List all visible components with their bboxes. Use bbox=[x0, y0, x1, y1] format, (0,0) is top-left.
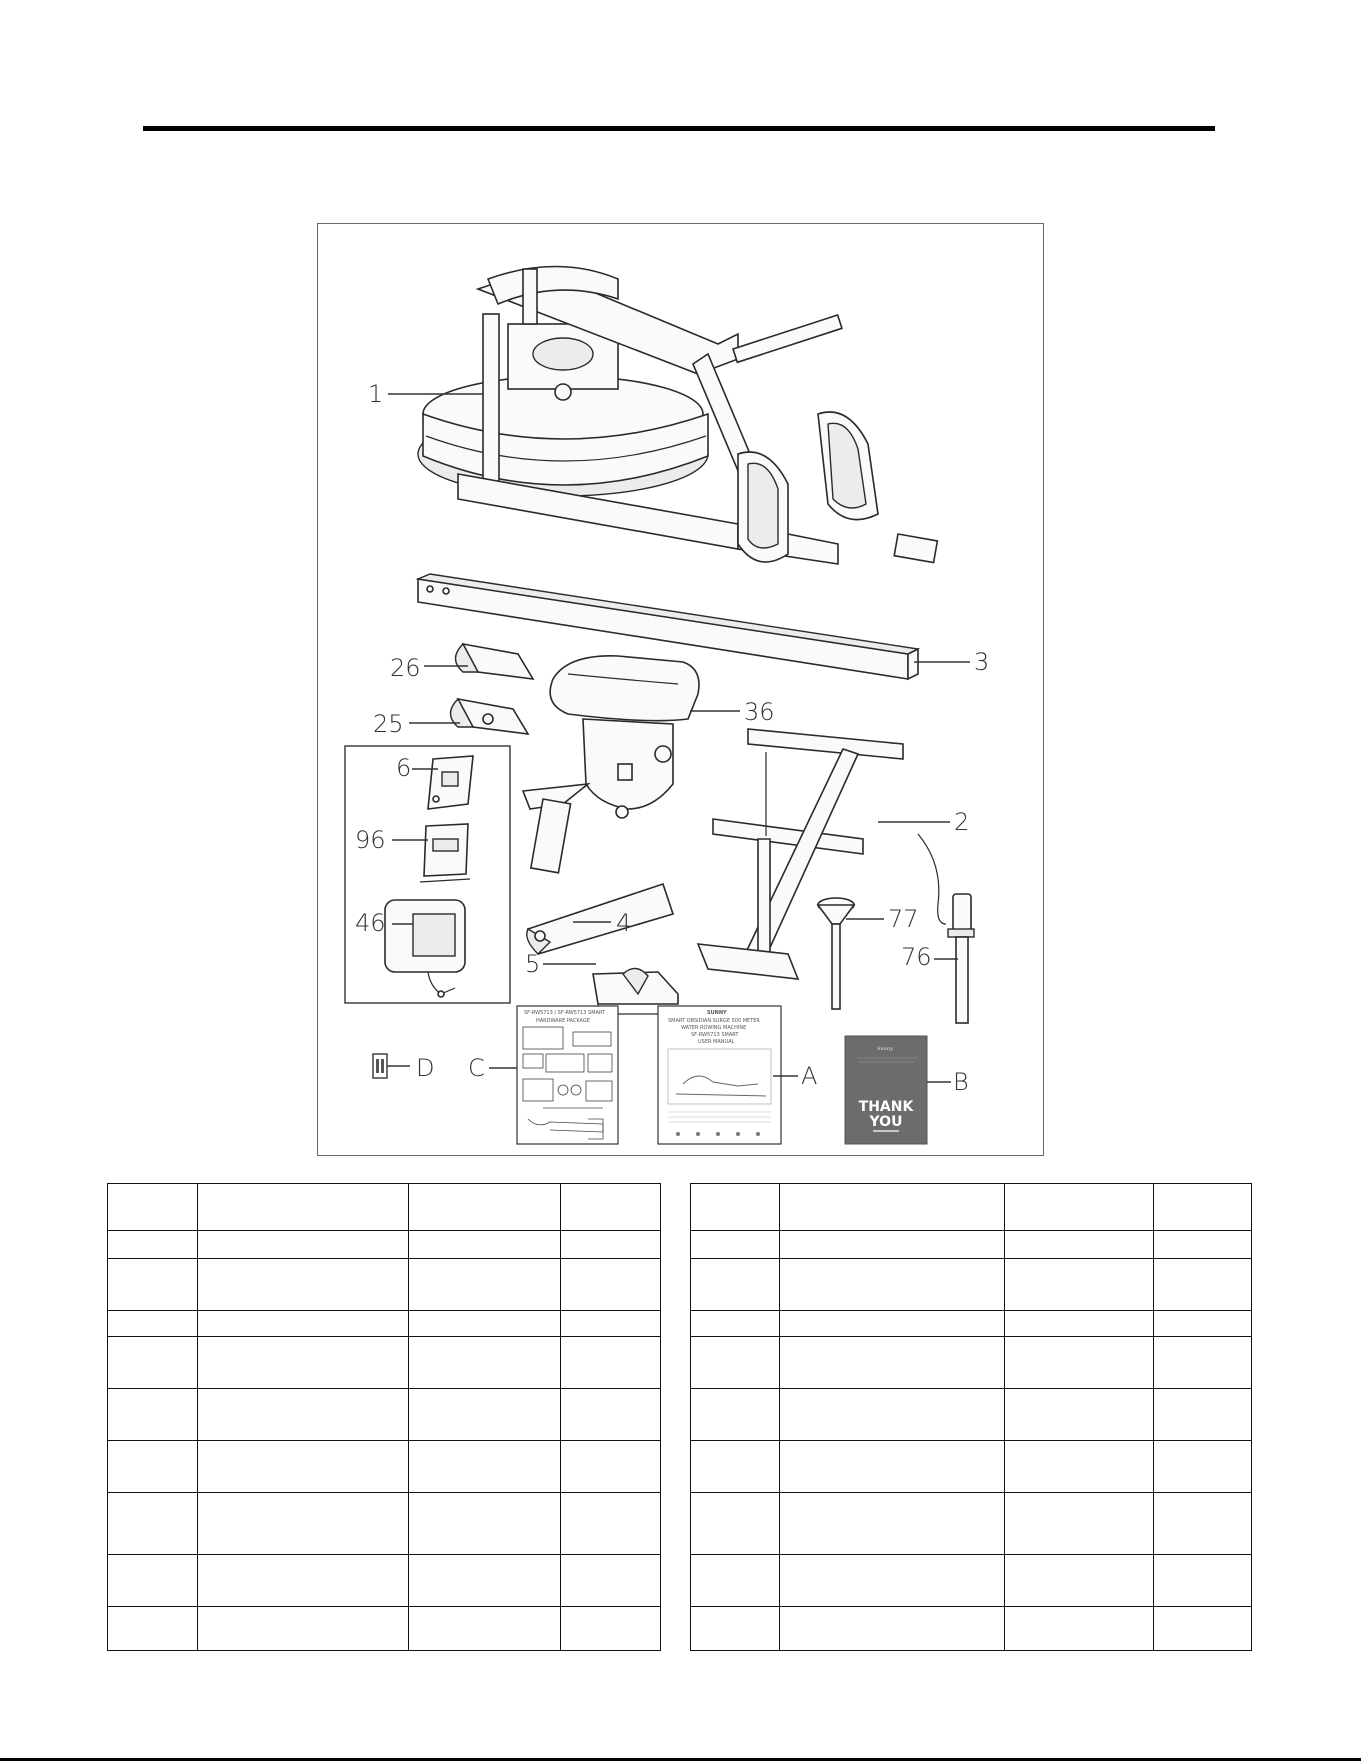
label-4: 4 bbox=[616, 909, 632, 937]
table-row bbox=[108, 1389, 661, 1441]
table-row bbox=[691, 1607, 1252, 1651]
table-row bbox=[108, 1555, 661, 1607]
part-b-thank-you-card bbox=[845, 1036, 927, 1144]
label-2: 2 bbox=[954, 808, 970, 836]
manual-title-1: SMART OBSIDIAN SURGE 500 METER bbox=[668, 1018, 760, 1024]
thank-brand: Sunny bbox=[877, 1046, 893, 1052]
manual-title-4: USER MANUAL bbox=[698, 1039, 735, 1045]
label-96: 96 bbox=[355, 826, 386, 854]
table-header-row bbox=[691, 1184, 1252, 1231]
table-row bbox=[691, 1493, 1252, 1555]
part-rear-leg bbox=[698, 729, 903, 979]
table-row bbox=[691, 1441, 1252, 1493]
header-rule bbox=[143, 126, 1215, 131]
label-5: 5 bbox=[525, 950, 541, 978]
label-46: 46 bbox=[355, 909, 386, 937]
label-77: 77 bbox=[888, 905, 919, 933]
label-6: 6 bbox=[396, 754, 412, 782]
part-console-46 bbox=[385, 900, 465, 997]
table-row bbox=[108, 1607, 661, 1651]
table-row bbox=[691, 1259, 1252, 1311]
part-c-hardware-card bbox=[517, 1006, 618, 1144]
label-A: A bbox=[801, 1062, 818, 1090]
part-end-cap-25 bbox=[451, 699, 529, 734]
label-B: B bbox=[953, 1068, 969, 1096]
part-siphon-pump bbox=[918, 834, 974, 1023]
table-row bbox=[691, 1389, 1252, 1441]
label-C: C bbox=[468, 1054, 485, 1082]
table-row bbox=[108, 1311, 661, 1337]
label-25: 25 bbox=[373, 710, 404, 738]
thank-line-1: THANK bbox=[858, 1099, 914, 1115]
table-row bbox=[108, 1493, 661, 1555]
parts-diagram bbox=[317, 223, 1044, 1156]
thank-line-2: YOU bbox=[869, 1114, 903, 1130]
parts-table-right bbox=[690, 1183, 1252, 1651]
part-front-leg bbox=[523, 784, 673, 954]
hardware-card-title: SF-RW5713 / SF-RW5713 SMART bbox=[524, 1010, 606, 1016]
table-row bbox=[691, 1555, 1252, 1607]
table-row bbox=[691, 1231, 1252, 1259]
table-row bbox=[108, 1231, 661, 1259]
table-header-row bbox=[108, 1184, 661, 1231]
manual-title-2: WATER ROWING MACHINE bbox=[681, 1025, 747, 1031]
part-main-frame bbox=[418, 267, 937, 565]
part-a-user-manual bbox=[658, 1006, 781, 1144]
table-row bbox=[691, 1337, 1252, 1389]
label-1: 1 bbox=[368, 380, 384, 408]
table-row bbox=[108, 1337, 661, 1389]
manual-brand: SUNNY bbox=[707, 1010, 727, 1016]
exploded-view bbox=[318, 224, 1045, 1157]
table-row bbox=[108, 1441, 661, 1493]
part-d-key bbox=[373, 1054, 387, 1078]
part-end-cap-26 bbox=[456, 644, 534, 679]
manual-title-3: SF-RW5713 SMART bbox=[691, 1032, 739, 1038]
part-funnel bbox=[818, 898, 854, 1009]
label-D: D bbox=[416, 1054, 435, 1082]
label-26: 26 bbox=[390, 654, 421, 682]
label-36: 36 bbox=[744, 698, 775, 726]
part-holder-96 bbox=[420, 824, 470, 882]
label-3: 3 bbox=[974, 648, 990, 676]
part-bracket-6 bbox=[428, 756, 473, 809]
table-row bbox=[691, 1311, 1252, 1337]
label-76: 76 bbox=[901, 943, 932, 971]
hardware-card-subtitle: HARDWARE PACKAGE bbox=[536, 1018, 590, 1024]
parts-table-left bbox=[107, 1183, 661, 1651]
table-row bbox=[108, 1259, 661, 1311]
